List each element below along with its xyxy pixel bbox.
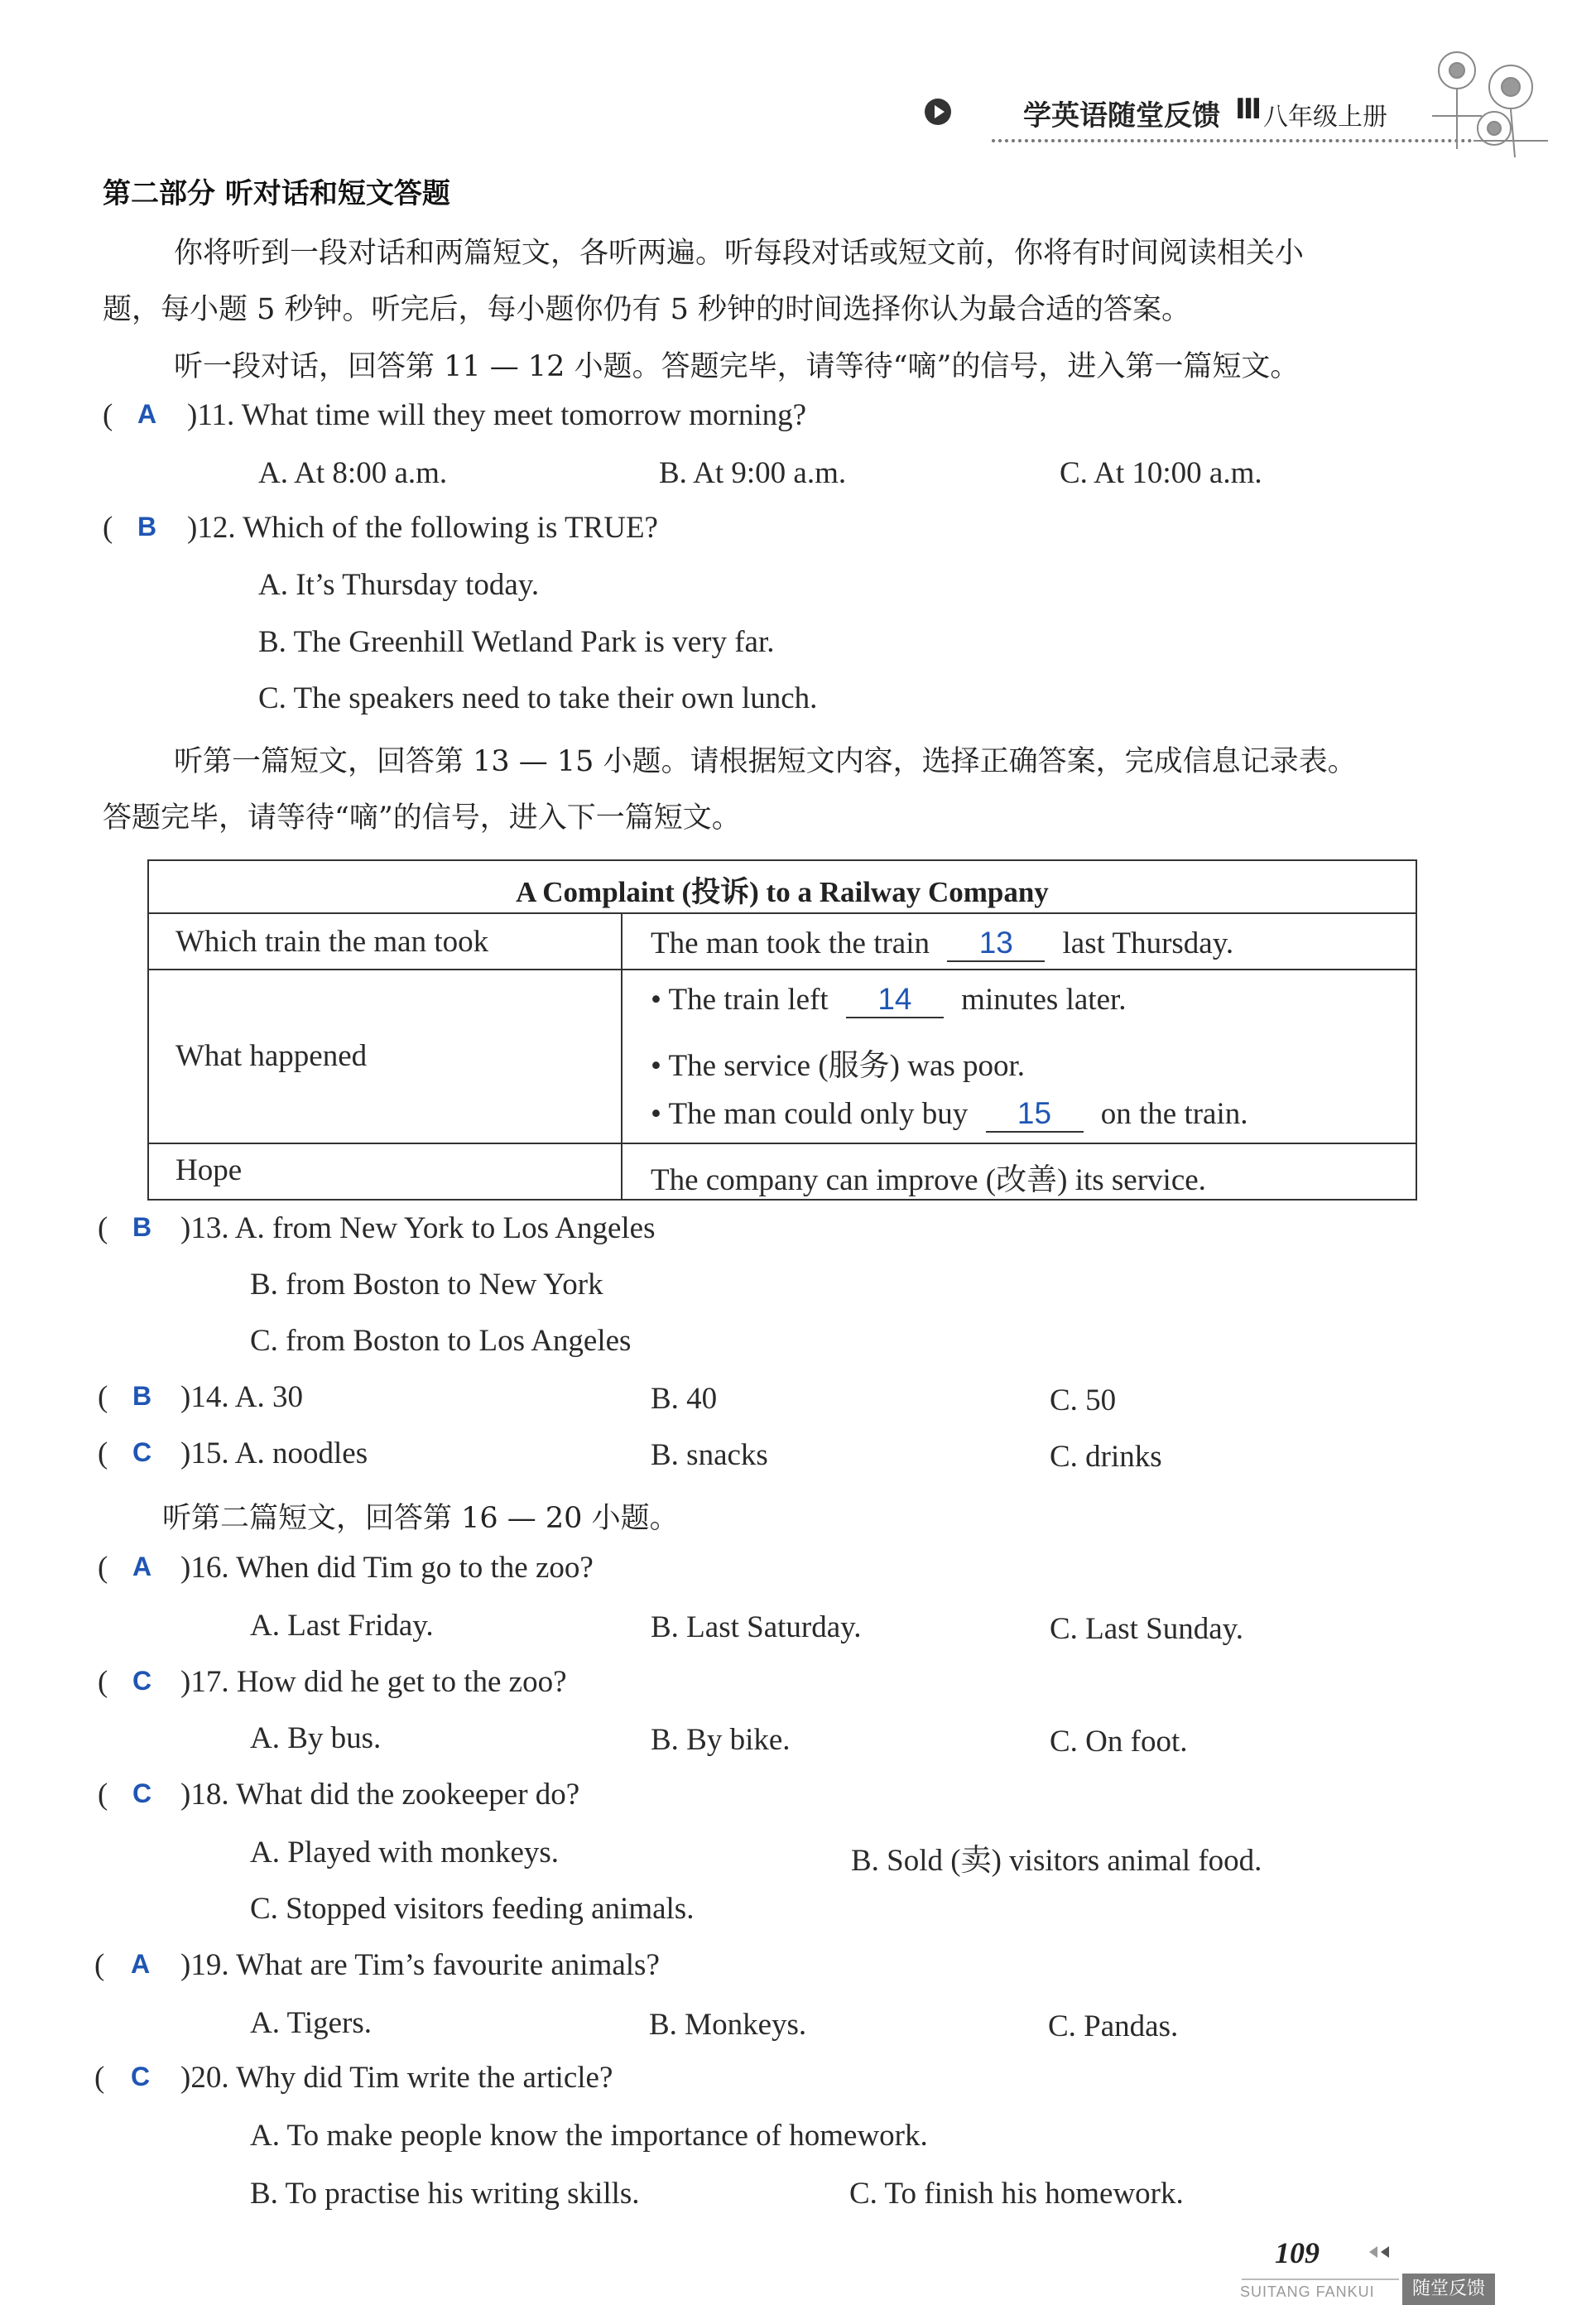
question-stem: )11. What time will they meet tomorrow morning? (187, 398, 807, 432)
question-paren-open: ( (98, 1551, 108, 1585)
question-paren-open: ( (98, 1211, 108, 1245)
flower-decoration-icon (1424, 33, 1565, 174)
option-b: B. from Boston to New York (250, 1268, 603, 1302)
row2-bullet-1 (651, 982, 1127, 1018)
info-record-table (147, 859, 1417, 1201)
question-stem: )20. Why did Tim write the article? (180, 2061, 613, 2095)
option-b: B. Last Saturday. (651, 1610, 862, 1644)
row3-label: Hope (175, 1153, 243, 1187)
page-number: 109 (1275, 2236, 1320, 2269)
row2-bullet-2: • The service (服务) was poor. (651, 1049, 1026, 1083)
option-a: A. Tigers. (250, 2006, 373, 2040)
row3-content: The company can improve (改善) its service. (651, 1163, 1206, 1197)
blank-13: 13 (947, 926, 1045, 962)
question-paren-open: ( (98, 1665, 108, 1699)
bullet1-text-before: • The train left (651, 983, 829, 1017)
passage1-instruction-line-2: 答题完毕，请等待“嘀”的信号，进入下一篇短文。 (103, 801, 741, 835)
question-paren-open: ( (103, 511, 113, 545)
question-paren-open: ( (103, 398, 113, 432)
volume-roman: Ⅲ (1235, 93, 1262, 126)
option-c: C. 50 (1050, 1383, 1117, 1417)
question-stem: )16. When did Tim go to the zoo? (180, 1551, 594, 1585)
answer-11: A (137, 399, 157, 429)
answer-19: A (131, 1949, 151, 1979)
row1-text-after: last Thursday. (1062, 926, 1234, 960)
option-b: B. By bike. (651, 1723, 791, 1757)
option-a: A. Last Friday. (250, 1609, 434, 1643)
option-b: B. 40 (651, 1382, 718, 1416)
blank-14: 14 (846, 982, 944, 1018)
intro-line-2: 题，每小题 5 秒钟。听完后，每小题你仍有 5 秒钟的时间选择你认为最合适的答案。 (103, 293, 1191, 326)
question-stem: )14. A. 30 (180, 1380, 303, 1414)
option-c: C. Stopped visitors feeding animals. (250, 1892, 695, 1926)
answer-20: C (131, 2062, 151, 2091)
footer-box-label: 随堂反馈 (1402, 2274, 1495, 2305)
question-stem: )18. What did the zookeeper do? (180, 1778, 580, 1812)
question-stem: )15. A. noodles (180, 1436, 368, 1470)
question-paren-open: ( (94, 1948, 105, 1982)
section-title: 第二部分 听对话和短文答题 (103, 177, 450, 210)
header-dotted-rule (992, 139, 1472, 142)
table-title: A Complaint (投诉) to a Railway Company (516, 876, 1049, 908)
option-c: C. On foot. (1050, 1725, 1188, 1759)
question-stem: )17. How did he get to the zoo? (180, 1665, 567, 1699)
answer-18: C (132, 1778, 152, 1808)
option-b: B. At 9:00 a.m. (659, 456, 847, 490)
option-b: B. snacks (651, 1438, 768, 1472)
question-paren-open: ( (98, 1380, 108, 1414)
option-b: B. To practise his writing skills. (250, 2177, 640, 2211)
option-a: A. By bus. (250, 1721, 382, 1755)
dialog-instruction: 听一段对话，回答第 11 — 12 小题。答题完毕，请等待“嘀”的信号，进入第一篇短文。 (174, 350, 1300, 383)
option-b: B. Sold (卖) visitors animal food. (851, 1844, 1262, 1878)
question-paren-open: ( (98, 1436, 108, 1470)
play-icon (924, 98, 952, 126)
question-stem: )12. Which of the following is TRUE? (187, 511, 658, 545)
option-c: C. At 10:00 a.m. (1060, 456, 1262, 490)
row1-label: Which train the man took (175, 925, 489, 959)
grade-label: 八年级上册 (1263, 103, 1387, 132)
question-paren-open: ( (94, 2061, 105, 2095)
option-b: B. Monkeys. (649, 2008, 807, 2042)
blank-15: 15 (986, 1096, 1084, 1133)
option-c: C. To finish his homework. (849, 2177, 1184, 2211)
option-a: A. At 8:00 a.m. (258, 456, 448, 490)
footer-en-label: SUITANG FANKUI (1240, 2283, 1375, 2300)
question-stem: )13. A. from New York to Los Angeles (180, 1211, 656, 1245)
answer-12: B (137, 512, 157, 541)
option-c: C. The speakers need to take their own lunch. (258, 681, 818, 715)
option-a: A. It’s Thursday today. (258, 568, 540, 602)
row1-text-before: The man took the train (651, 926, 930, 960)
answer-14: B (132, 1381, 152, 1411)
double-arrow-left-icon (1366, 2245, 1392, 2259)
answer-17: C (132, 1666, 152, 1696)
option-c: C. Last Sunday. (1050, 1612, 1243, 1646)
bullet3-text-before: • The man could only buy (651, 1097, 969, 1131)
question-stem: )19. What are Tim’s favourite animals? (180, 1948, 660, 1982)
question-paren-open: ( (98, 1778, 108, 1812)
bullet1-text-after: minutes later. (961, 983, 1127, 1017)
option-c: C. drinks (1050, 1440, 1162, 1474)
answer-13: B (132, 1212, 152, 1242)
bullet3-text-after: on the train. (1100, 1097, 1248, 1131)
option-a: A. To make people know the importance of homework. (250, 2119, 928, 2153)
option-b: B. The Greenhill Wetland Park is very far. (258, 625, 775, 659)
intro-line-1: 你将听到一段对话和两篇短文，各听两遍。听每段对话或短文前，你将有时间阅读相关小 (174, 237, 1305, 270)
passage1-instruction-line-1: 听第一篇短文，回答第 13 — 15 小题。请根据短文内容，选择正确答案，完成信息记录表。 (174, 745, 1357, 778)
answer-15: C (132, 1437, 152, 1467)
passage2-instruction: 听第二篇短文，回答第 16 — 20 小题。 (162, 1502, 679, 1535)
row2-bullet-3 (651, 1096, 1248, 1133)
row2-label: What happened (175, 1039, 368, 1073)
option-c: C. Pandas. (1048, 2009, 1179, 2043)
option-a: A. Played with monkeys. (250, 1836, 560, 1870)
book-title: 学英语随堂反馈 (1023, 99, 1220, 132)
answer-16: A (132, 1552, 152, 1581)
row1-content (651, 926, 1233, 962)
option-c: C. from Boston to Los Angeles (250, 1324, 632, 1358)
